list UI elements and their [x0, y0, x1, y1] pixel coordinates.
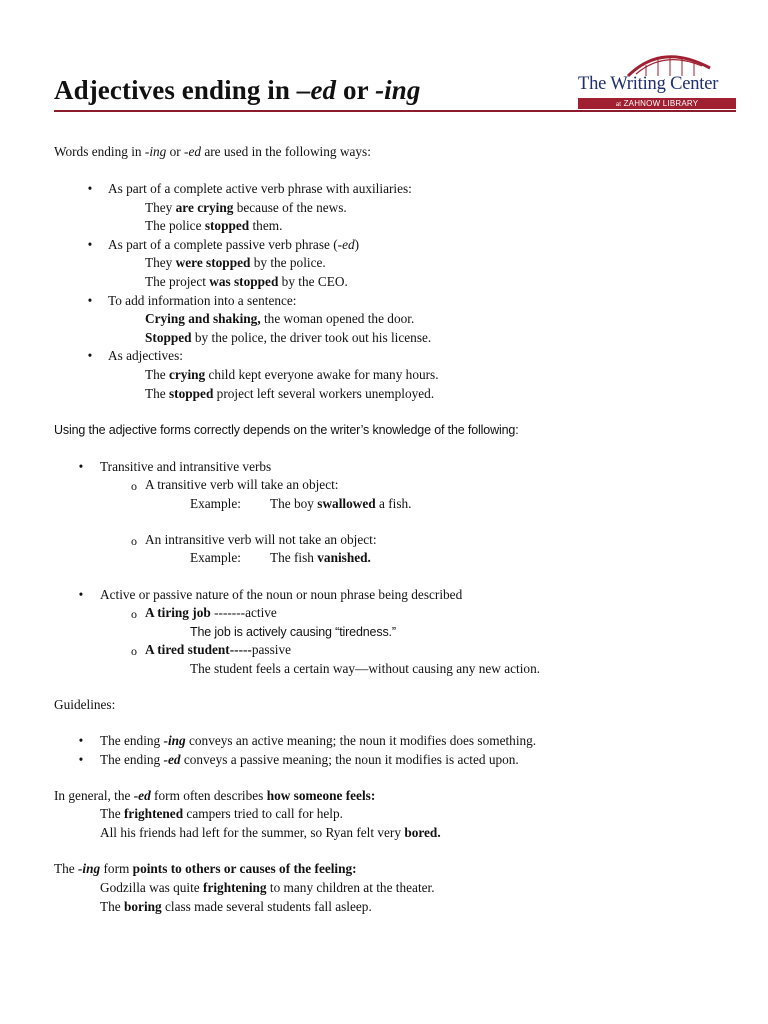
general-line	[54, 787, 375, 806]
example-text: by the police, the driver took out his license.	[191, 330, 432, 345]
use-label-text: As part of a complete passive verb phrase (	[108, 237, 338, 252]
example-text: by the CEO.	[278, 274, 348, 289]
logo-band-at: at	[615, 102, 622, 108]
general-text: form often describes	[150, 788, 267, 803]
logo-band-name: ZAHNOW LIBRARY	[623, 99, 699, 108]
example-bold: stopped	[169, 386, 214, 401]
active-note: The job is actively causing “tiredness.”	[190, 625, 396, 639]
example-text: campers tried to call for help.	[183, 806, 343, 821]
transitive-example	[270, 495, 411, 514]
ing-form-example	[100, 879, 435, 898]
page-title	[54, 72, 420, 108]
example-text: Godzilla was quite	[100, 880, 204, 895]
bullet-icon: •	[87, 237, 93, 252]
intro-ed: -ed	[184, 144, 202, 159]
ing-form-line	[54, 860, 357, 879]
guideline-text: The ending	[100, 733, 164, 748]
use-example	[145, 385, 434, 404]
logo-name: The Writing Center	[578, 74, 719, 94]
use-label: As part of a complete active verb phrase with auxiliaries:	[108, 181, 412, 196]
example-bold: frightened	[124, 806, 184, 821]
passive-item	[145, 641, 291, 660]
guideline-item	[100, 751, 519, 770]
writing-center-logo	[572, 48, 738, 110]
use-example	[145, 199, 347, 218]
example-bold: Stopped	[145, 330, 192, 345]
use-example	[145, 254, 326, 273]
use-label-text: )	[354, 237, 360, 252]
general-ed: -ed	[133, 788, 151, 803]
use-example	[145, 329, 431, 348]
example-text: a fish.	[375, 496, 412, 511]
example-text: them.	[249, 218, 283, 233]
circle-bullet-icon: o	[131, 534, 137, 548]
title-underline	[54, 110, 736, 112]
active-item	[145, 604, 277, 623]
bullet-icon: •	[78, 752, 84, 767]
bullet-icon: •	[78, 733, 84, 748]
transitive-example	[270, 549, 371, 568]
general-example	[100, 805, 343, 824]
example-bold: stopped	[204, 218, 250, 233]
guideline-text: The ending	[100, 752, 164, 767]
bullet-icon: •	[87, 181, 93, 196]
bullet-icon: •	[78, 587, 84, 602]
example-text: to many children at the theater.	[266, 880, 435, 895]
example-text: The	[100, 806, 124, 821]
ing-form-ing: -ing	[78, 861, 101, 876]
use-label-ed: -ed	[337, 237, 355, 252]
intro-text: or	[166, 144, 185, 159]
item-bold: A tired student-----	[145, 642, 252, 657]
guideline-ed: -ed	[163, 752, 181, 767]
example-text: All his friends had left for the summer, so Ryan felt very	[100, 825, 405, 840]
general-bold: how someone feels:	[266, 788, 376, 803]
guideline-text: conveys a passive meaning; the noun it modifies is acted upon.	[180, 752, 519, 767]
example-text: The police	[145, 218, 205, 233]
example-text: project left several workers unemployed.	[213, 386, 435, 401]
example-bold: boring	[124, 899, 162, 914]
ing-form-bold: points to others or causes of the feeling:	[132, 861, 357, 876]
example-text: The fish	[270, 550, 318, 565]
guidelines-label: Guidelines:	[54, 697, 116, 712]
example-text: The boy	[270, 496, 318, 511]
transitive-heading: Transitive and intransitive verbs	[100, 459, 272, 474]
general-example	[100, 824, 441, 843]
example-text: The	[145, 386, 169, 401]
example-text: child kept everyone awake for many hours.	[205, 367, 439, 382]
example-bold: are crying	[175, 200, 234, 215]
example-bold: swallowed	[317, 496, 376, 511]
example-bold: vanished.	[317, 550, 371, 565]
item-text: -------active	[210, 605, 277, 620]
title-ed: –ed	[296, 75, 337, 105]
transitive-sub: An intransitive verb will not take an object:	[145, 532, 377, 547]
example-text: The	[100, 899, 124, 914]
example-text: by the police.	[250, 255, 326, 270]
example-label: Example:	[190, 550, 241, 565]
example-bold: Crying and shaking,	[145, 311, 261, 326]
ing-form-text: The	[54, 861, 78, 876]
example-bold: crying	[169, 367, 206, 382]
guideline-item	[100, 732, 536, 751]
use-example	[145, 273, 348, 292]
bullet-icon: •	[87, 348, 93, 363]
example-label: Example:	[190, 496, 241, 511]
use-label: To add information into a sentence:	[108, 293, 297, 308]
active-passive-heading: Active or passive nature of the noun or noun phrase being described	[100, 587, 463, 602]
example-text: They	[145, 255, 176, 270]
circle-bullet-icon: o	[131, 607, 137, 621]
intro-text: Words ending in	[54, 144, 145, 159]
example-text: the woman opened the door.	[260, 311, 415, 326]
example-text: The project	[145, 274, 210, 289]
ing-form-example	[100, 898, 372, 917]
example-text: because of the news.	[233, 200, 347, 215]
guideline-ing: -ing	[163, 733, 186, 748]
item-text: passive	[251, 642, 292, 657]
use-example	[145, 310, 414, 329]
example-bold: bored.	[404, 825, 441, 840]
use-example	[145, 217, 282, 236]
example-text: class made several students fall asleep.	[161, 899, 372, 914]
title-text: Adjectives ending in	[54, 75, 297, 105]
passive-note: The student feels a certain way—without causing any new action.	[190, 661, 541, 676]
example-text: They	[145, 200, 176, 215]
bullet-icon: •	[87, 293, 93, 308]
knowledge-intro: Using the adjective forms correctly depends on the writer’s knowledge of the following:	[54, 423, 519, 437]
title-or: or	[336, 75, 376, 105]
example-text: The	[145, 367, 169, 382]
title-ing: -ing	[375, 75, 421, 105]
example-bold: were stopped	[175, 255, 251, 270]
logo-band	[578, 98, 736, 109]
intro-ing: -ing	[144, 144, 167, 159]
circle-bullet-icon: o	[131, 479, 137, 493]
use-example	[145, 366, 439, 385]
general-text: In general, the	[54, 788, 134, 803]
example-bold: was stopped	[209, 274, 279, 289]
guideline-text: conveys an active meaning; the noun it modifies does something.	[185, 733, 537, 748]
bullet-icon: •	[78, 459, 84, 474]
intro-line	[54, 143, 371, 162]
intro-text: are used in the following ways:	[201, 144, 371, 159]
ing-form-text: form	[100, 861, 133, 876]
use-label: As adjectives:	[108, 348, 183, 363]
transitive-sub: A transitive verb will take an object:	[145, 477, 339, 492]
item-bold: A tiring job	[145, 605, 211, 620]
example-bold: frightening	[203, 880, 267, 895]
circle-bullet-icon: o	[131, 644, 137, 658]
use-label	[108, 236, 359, 255]
